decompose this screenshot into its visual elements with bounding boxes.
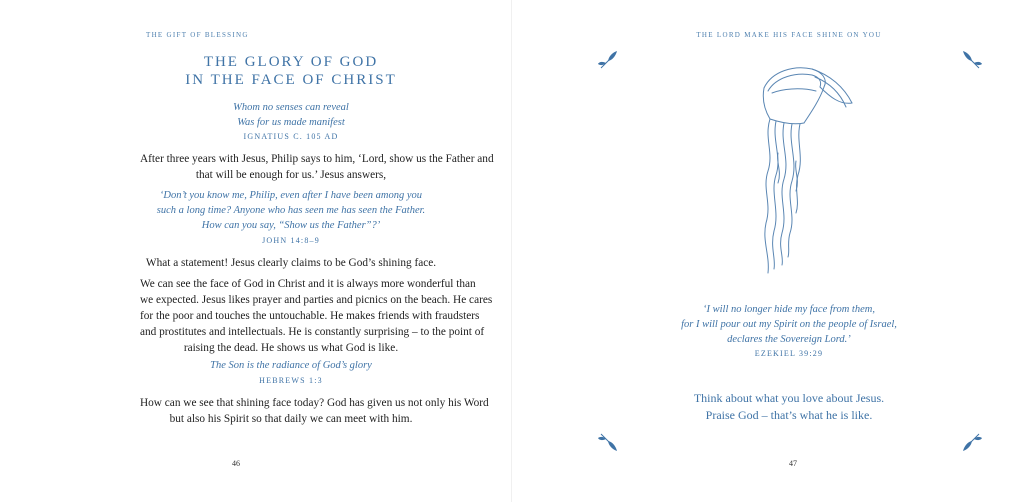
paragraph-line: We can see the face of God in Christ and it is always more wonderful than — [140, 278, 476, 290]
paragraph-line: After three years with Jesus, Philip says to him, ‘Lord, show us the Father and — [140, 153, 494, 165]
chapter-title — [140, 53, 442, 89]
paragraph-line: What a statement! Jesus clearly claims to be God’s shining face. — [145, 257, 437, 269]
paragraph-line: that will be enough for us.’ Jesus answers, — [195, 169, 387, 181]
quote-hebrews — [140, 358, 442, 373]
reflection-line: Think about what you love about Jesus. — [693, 391, 885, 405]
running-head: THE LORD MAKE HIS FACE SHINE ON YOU — [696, 31, 882, 39]
quote-john — [140, 188, 442, 233]
paragraph-line: raising the dead. He shows us what God is like. — [183, 342, 399, 354]
quote-line: for I will pour out my Spirit on the people of Israel, — [681, 319, 897, 330]
paragraph-line: and prostitutes and intellectuals. He is constantly surprising – to the point of — [140, 326, 485, 338]
leaf-sprig-icon — [597, 430, 621, 454]
leaf-sprig-icon — [959, 48, 983, 72]
left-text-column — [140, 0, 494, 502]
page-number: 47 — [789, 459, 797, 468]
paragraph-line: we expected. Jesus likes prayer and parties and picnics on the beach. He cares — [140, 294, 493, 306]
page-number: 46 — [232, 459, 240, 468]
quote-line: The Son is the radiance of God’s glory — [210, 360, 372, 371]
leaf-sprig-icon — [597, 48, 621, 72]
paragraph-line: for the poor and touches the untouchable. He makes friends with fraudsters — [140, 310, 480, 322]
paragraph-line: but also his Spirit so that daily we can meet with him. — [169, 413, 413, 425]
quote-john-reference: JOHN 14:8–9 — [262, 236, 320, 245]
pouring-water-jar-illustration — [712, 63, 862, 278]
quote-hebrews-reference: HEBREWS 1:3 — [259, 376, 323, 385]
epigraph-line: Whom no senses can reveal — [233, 102, 349, 113]
reflection-line: Praise God – that’s what he is like. — [705, 408, 873, 422]
epigraph — [140, 100, 442, 130]
quote-line: such a long time? Anyone who has seen me has seen the Father. — [156, 205, 426, 216]
title-line: IN THE FACE OF CHRIST — [185, 72, 397, 88]
epigraph-reference: IGNATIUS C. 105 AD — [243, 132, 339, 141]
quote-line: How can you say, “Show us the Father”?’ — [201, 220, 381, 231]
quote-line: ‘I will no longer hide my face from them, — [703, 304, 875, 315]
paragraph-3 — [140, 276, 493, 356]
leaf-sprig-icon — [959, 430, 983, 454]
paragraph-1 — [140, 151, 494, 183]
running-head: THE GIFT OF BLESSING — [146, 31, 249, 39]
quote-line: ‘Don’t you know me, Philip, even after I have been among you — [159, 190, 423, 201]
epigraph-line: Was for us made manifest — [237, 117, 345, 128]
quote-line: declares the Sovereign Lord.’ — [727, 334, 851, 345]
ezekiel-reference: EZEKIEL 39:29 — [754, 349, 824, 358]
right-page — [512, 0, 1024, 502]
title-line: THE GLORY OF GOD — [203, 54, 379, 70]
paragraph-line: How can we see that shining face today? God has given us not only his Word — [140, 397, 489, 409]
paragraph-4 — [140, 395, 489, 427]
reflection-text — [512, 390, 1024, 424]
paragraph-2 — [140, 255, 442, 271]
ezekiel-quote — [512, 302, 1024, 347]
